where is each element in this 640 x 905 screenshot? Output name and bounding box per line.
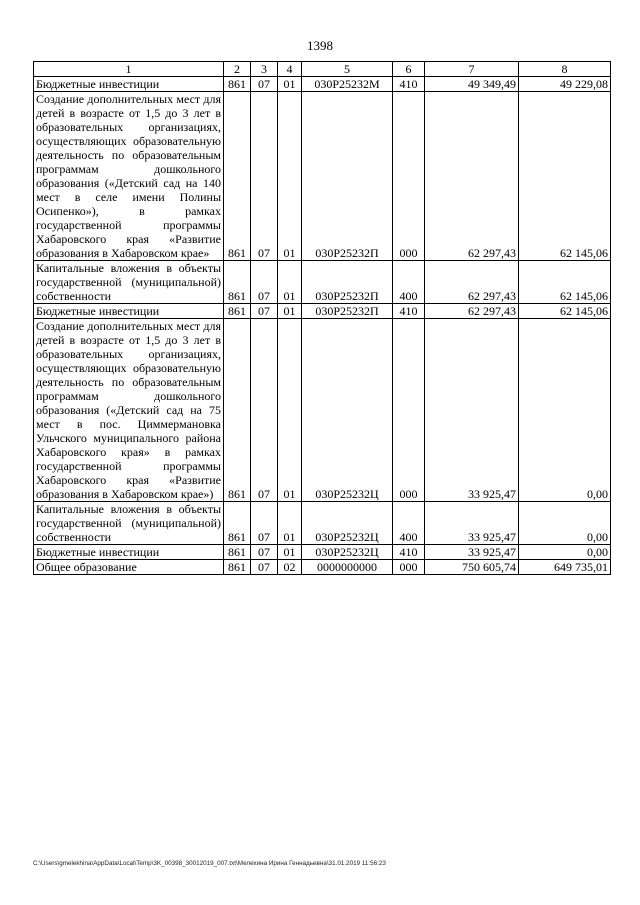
row-subsection-code: 01	[278, 304, 302, 319]
row-name: Бюджетные инвестиции	[34, 77, 224, 92]
row-amount-1: 62 297,43	[425, 92, 519, 261]
row-name: Общее образование	[34, 560, 224, 575]
row-name: Капитальные вложения в объекты государственной (муниципальной) собственности	[34, 261, 224, 304]
row-expense-type: 000	[393, 319, 425, 502]
row-amount-2: 62 145,06	[519, 304, 611, 319]
row-name: Бюджетные инвестиции	[34, 304, 224, 319]
row-target-code: 030P25232П	[302, 304, 393, 319]
table-row	[34, 545, 611, 560]
header-cell-7: 7	[425, 62, 519, 77]
header-cell-1: 1	[34, 62, 224, 77]
row-section-code: 07	[251, 502, 278, 545]
table-row	[34, 261, 611, 304]
row-subsection-code: 01	[278, 261, 302, 304]
row-name: Создание дополнительных мест для детей в возрасте от 1,5 до 3 лет в образовательных организациях, осуществляющих образовательную деятельность по образовательным программам дошкольного образования («Детский сад на 140 мест в селе имени Полины Осипенко»), в рамках государственной программы Хабаровского края «Развитие образования в Хабаровском крае»	[34, 92, 224, 261]
row-amount-1: 62 297,43	[425, 304, 519, 319]
row-amount-1: 750 605,74	[425, 560, 519, 575]
row-amount-1: 33 925,47	[425, 545, 519, 560]
row-amount-1: 33 925,47	[425, 319, 519, 502]
row-target-code: 030P25232П	[302, 92, 393, 261]
row-amount-2: 0,00	[519, 502, 611, 545]
row-section-code: 07	[251, 261, 278, 304]
row-subsection-code: 01	[278, 502, 302, 545]
row-section-code: 07	[251, 92, 278, 261]
table-row	[34, 77, 611, 92]
row-expense-type: 410	[393, 545, 425, 560]
row-ministry-code: 861	[224, 502, 251, 545]
row-name: Создание дополнительных мест для детей в возрасте от 1,5 до 3 лет в образовательных организациях, осуществляющих образовательную деятельность по образовательным программам дошкольного образования («Детский сад на 75 мест в пос. Циммермановка Ульчского муниципального района Хабаровского края» в рамках государственной программы Хабаровского края «Развитие образования в Хабаровском крае»)	[34, 319, 224, 502]
row-section-code: 07	[251, 304, 278, 319]
row-ministry-code: 861	[224, 545, 251, 560]
header-cell-4: 4	[278, 62, 302, 77]
row-amount-2: 62 145,06	[519, 261, 611, 304]
row-section-code: 07	[251, 560, 278, 575]
row-target-code: 030P25232П	[302, 261, 393, 304]
row-ministry-code: 861	[224, 261, 251, 304]
table-row	[34, 502, 611, 545]
row-name: Бюджетные инвестиции	[34, 545, 224, 560]
row-subsection-code: 01	[278, 545, 302, 560]
row-amount-1: 49 349,49	[425, 77, 519, 92]
header-cell-2: 2	[224, 62, 251, 77]
header-cell-5: 5	[302, 62, 393, 77]
row-amount-2: 62 145,06	[519, 92, 611, 261]
row-amount-1: 62 297,43	[425, 261, 519, 304]
row-expense-type: 400	[393, 261, 425, 304]
row-ministry-code: 861	[224, 77, 251, 92]
header-row	[34, 62, 611, 77]
row-target-code: 030P25232М	[302, 77, 393, 92]
row-subsection-code: 01	[278, 319, 302, 502]
row-subsection-code: 02	[278, 560, 302, 575]
budget-table	[33, 61, 611, 575]
row-amount-1: 33 925,47	[425, 502, 519, 545]
row-ministry-code: 861	[224, 560, 251, 575]
row-ministry-code: 861	[224, 304, 251, 319]
row-target-code: 030P25232Ц	[302, 502, 393, 545]
row-ministry-code: 861	[224, 92, 251, 261]
row-name: Капитальные вложения в объекты государственной (муниципальной) собственности	[34, 502, 224, 545]
page-number: 1398	[307, 38, 333, 53]
row-expense-type: 410	[393, 77, 425, 92]
row-ministry-code: 861	[224, 319, 251, 502]
table-row	[34, 304, 611, 319]
row-expense-type: 400	[393, 502, 425, 545]
row-expense-type: 410	[393, 304, 425, 319]
row-expense-type: 000	[393, 92, 425, 261]
table-row	[34, 560, 611, 575]
row-section-code: 07	[251, 319, 278, 502]
header-cell-6: 6	[393, 62, 425, 77]
table-row	[34, 92, 611, 261]
row-section-code: 07	[251, 77, 278, 92]
row-subsection-code: 01	[278, 92, 302, 261]
row-amount-2: 0,00	[519, 545, 611, 560]
table-row	[34, 319, 611, 502]
row-target-code: 030P25232Ц	[302, 545, 393, 560]
row-expense-type: 000	[393, 560, 425, 575]
row-amount-2: 0,00	[519, 319, 611, 502]
header-cell-3: 3	[251, 62, 278, 77]
row-amount-2: 649 735,01	[519, 560, 611, 575]
row-target-code: 0000000000	[302, 560, 393, 575]
row-section-code: 07	[251, 545, 278, 560]
file-path-footer: C:\Users\gmelekhina\AppData\Local\Temp\3K_00398_30012019_007.txt\Мелехина Ирина Геннадьевна\31.01.2019 11:56:23	[33, 860, 386, 867]
row-amount-2: 49 229,08	[519, 77, 611, 92]
row-subsection-code: 01	[278, 77, 302, 92]
header-cell-8: 8	[519, 62, 611, 77]
row-target-code: 030P25232Ц	[302, 319, 393, 502]
